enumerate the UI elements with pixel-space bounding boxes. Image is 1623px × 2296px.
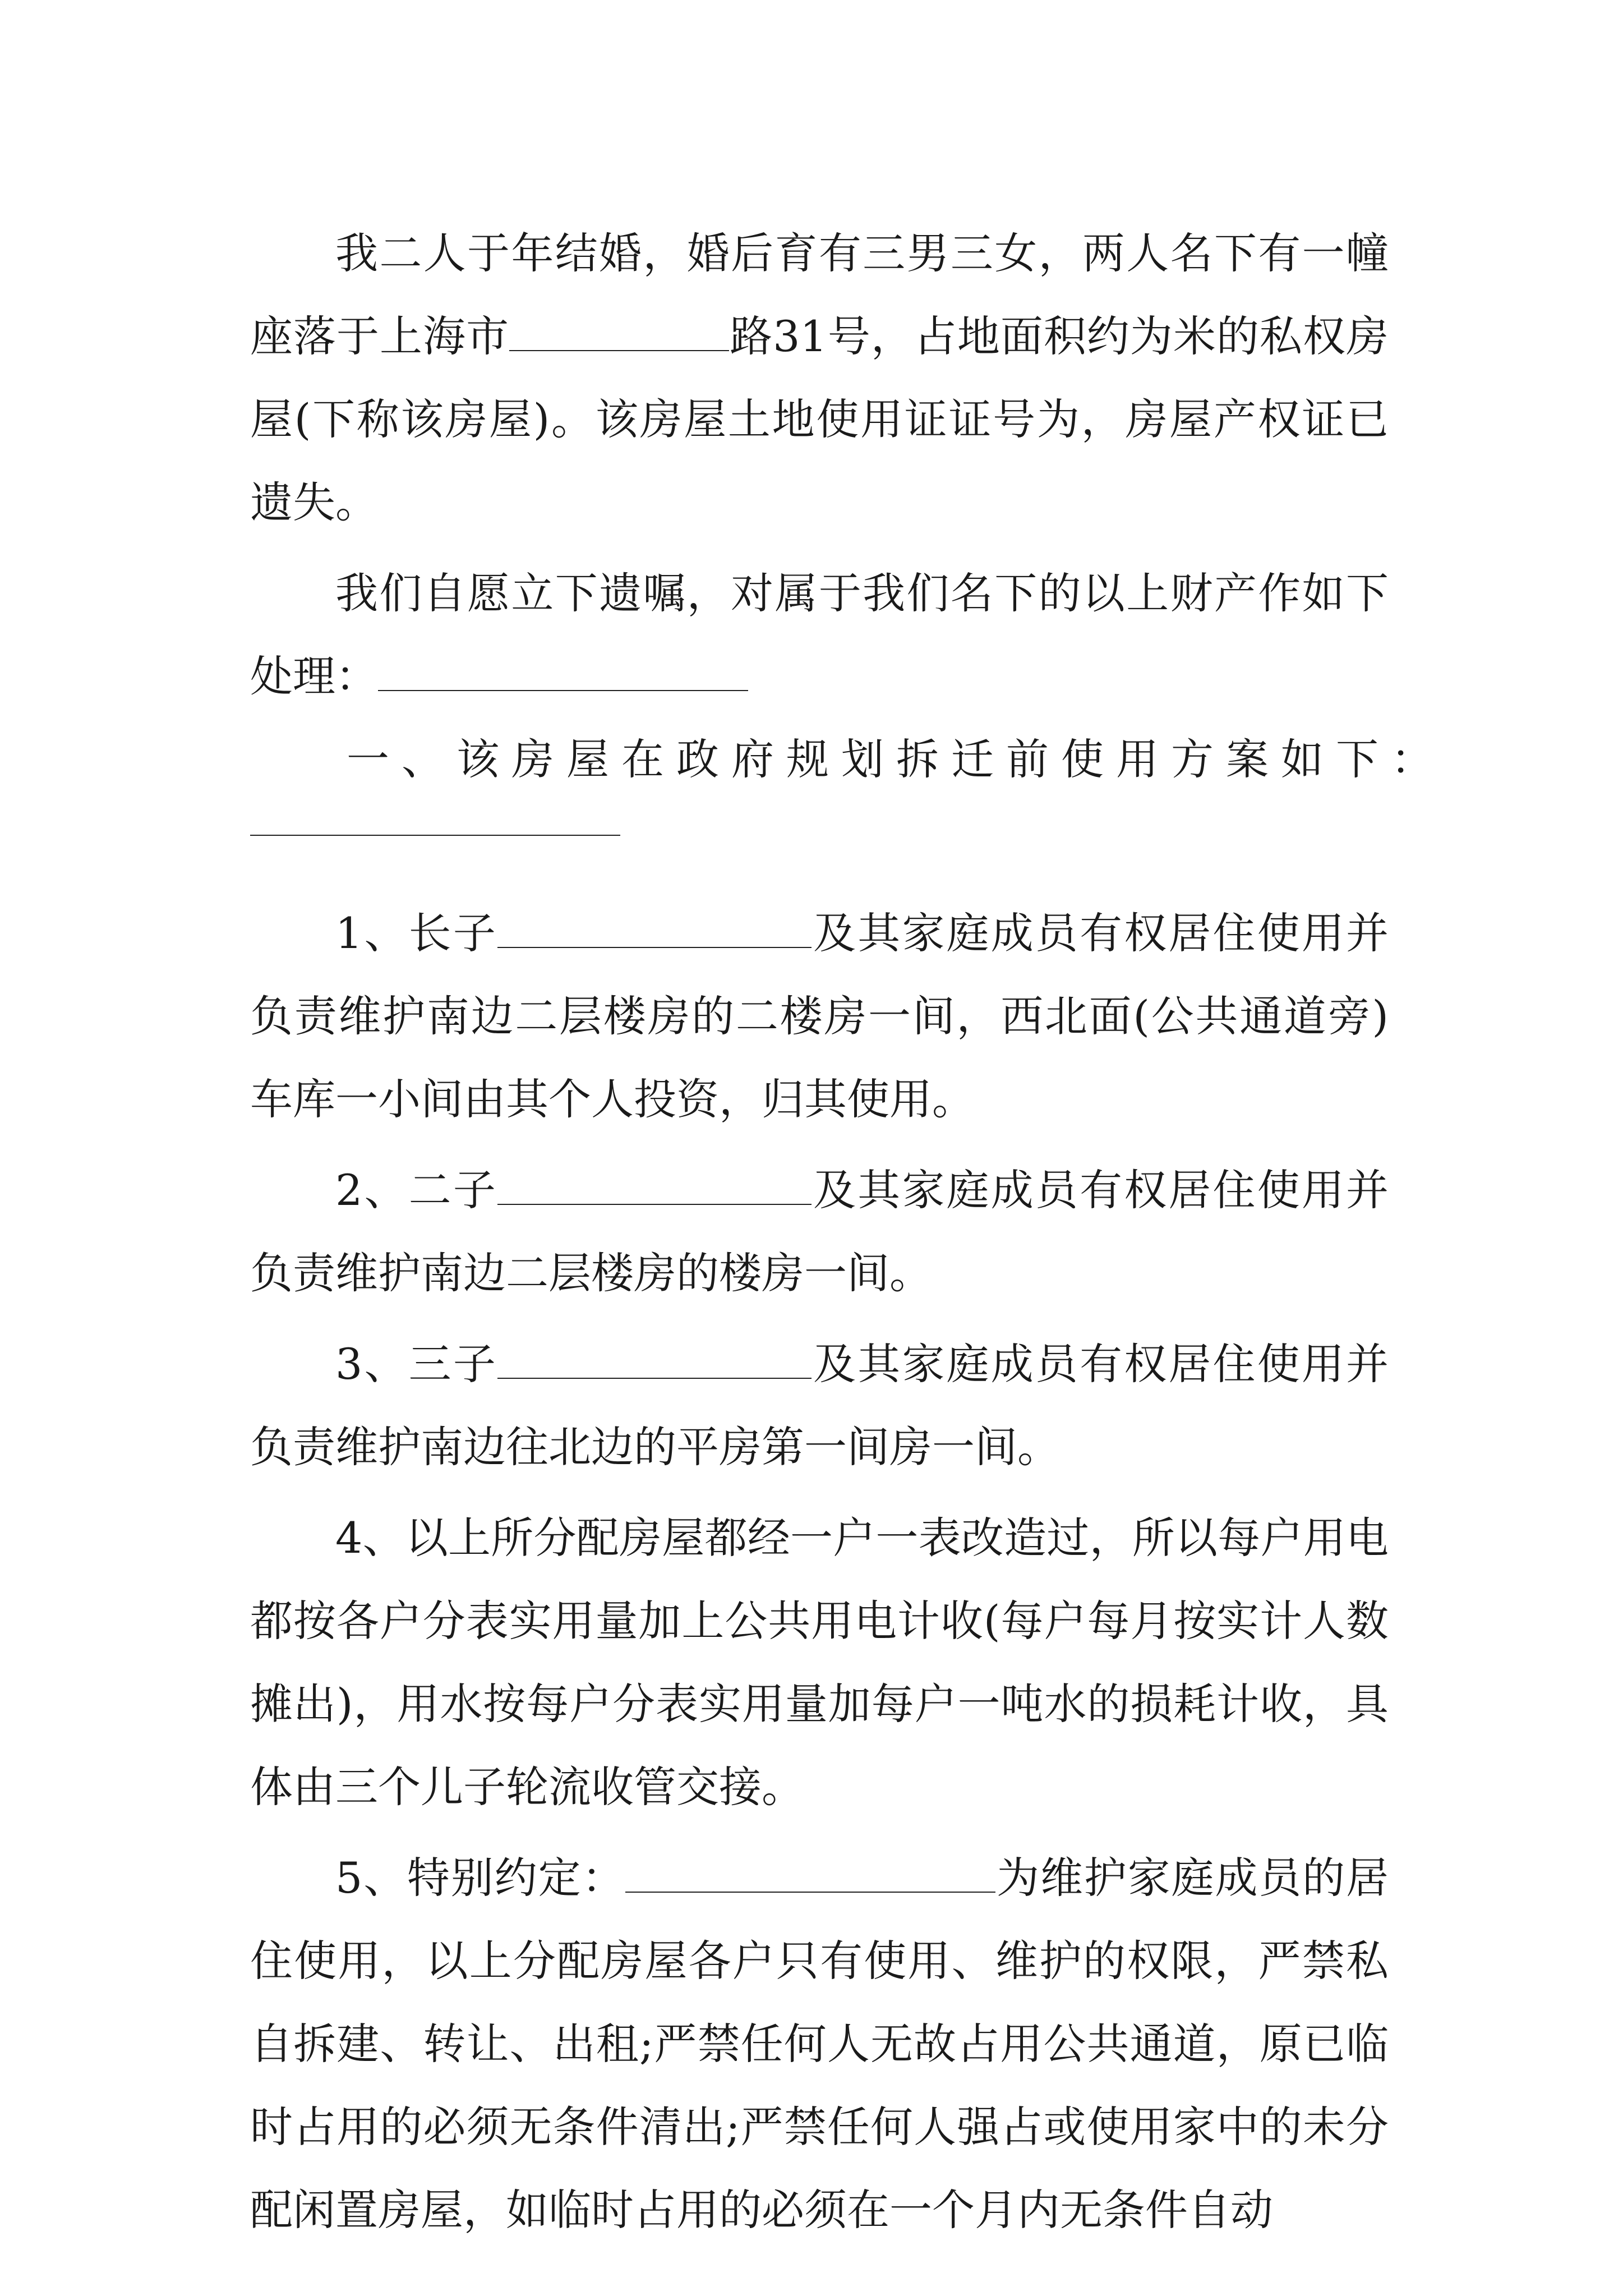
- heading-blank[interactable]: [250, 835, 620, 836]
- eldest-son-text: 及其家庭成员有权居住使用并负责维护南边二层楼房的二楼房一间，西北面(公共通道旁)车库一小间由其个人投资，归其使用。: [250, 908, 1389, 1124]
- special-terms-label: 5、特别约定：: [335, 1853, 626, 1903]
- section-heading: 一、该房屋在政府规划拆迁前使用方案如下：: [347, 734, 1446, 784]
- will-intent-text: 我们自愿立下遗嘱，对属于我们名下的以上财产作如下处理：: [250, 568, 1389, 701]
- third-son-label: 3、三子: [335, 1339, 497, 1389]
- paragraph-second-son: [250, 1149, 1389, 1315]
- eldest-son-name-blank[interactable]: [497, 913, 811, 948]
- third-son-name-blank[interactable]: [497, 1344, 811, 1379]
- address-blank[interactable]: [509, 316, 729, 351]
- second-son-name-blank[interactable]: [497, 1170, 811, 1205]
- paragraph-eldest-son: [250, 892, 1389, 1141]
- processing-blank[interactable]: [378, 656, 748, 691]
- paragraph-third-son: [250, 1323, 1389, 1489]
- property-text-start: 我二人于年结婚，婚后育有三男三女，两人名下有一幢座落于上海市: [250, 228, 1389, 361]
- eldest-son-label: 1、长子: [335, 908, 497, 958]
- paragraph-special-terms: [250, 1837, 1389, 2252]
- special-terms-blank[interactable]: [625, 1858, 995, 1893]
- paragraph-utilities: 4、以上所分配房屋都经一户一表改造过，所以每户用电都按各户分表实用量加上公共用电计收(每户每月按实计人数摊出)，用水按每户分表实用量加每户一吨水的损耗计收，具体由三个儿子轮流收管交接。: [250, 1513, 1389, 1812]
- second-son-label: 2、二子: [335, 1165, 497, 1215]
- paragraph-will-intent: [250, 552, 1389, 718]
- document-body: [250, 212, 1446, 2252]
- heading-rule: [250, 801, 1389, 884]
- paragraph-property-description: [250, 212, 1389, 544]
- property-text-end: 路31号，占地面积约为米的私权房屋(下称该房屋)。该房屋土地使用证证号为，房屋产权证已遗失。: [250, 311, 1389, 527]
- special-terms-text: 为维护家庭成员的居住使用，以上分配房屋各户只有使用、维护的权限，严禁私自拆建、转让、出租;严禁任何人无故占用公共通道，原已临时占用的必须无条件清出;严禁任何人强占或使用家中的未分配闲置房屋，如临时占用的必须在一个月内无条件自动: [250, 1853, 1389, 2235]
- third-son-text: 及其家庭成员有权居住使用并负责维护南边往北边的平房第一间房一间。: [250, 1339, 1389, 1472]
- second-son-text: 及其家庭成员有权居住使用并负责维护南边二层楼房的楼房一间。: [250, 1165, 1389, 1298]
